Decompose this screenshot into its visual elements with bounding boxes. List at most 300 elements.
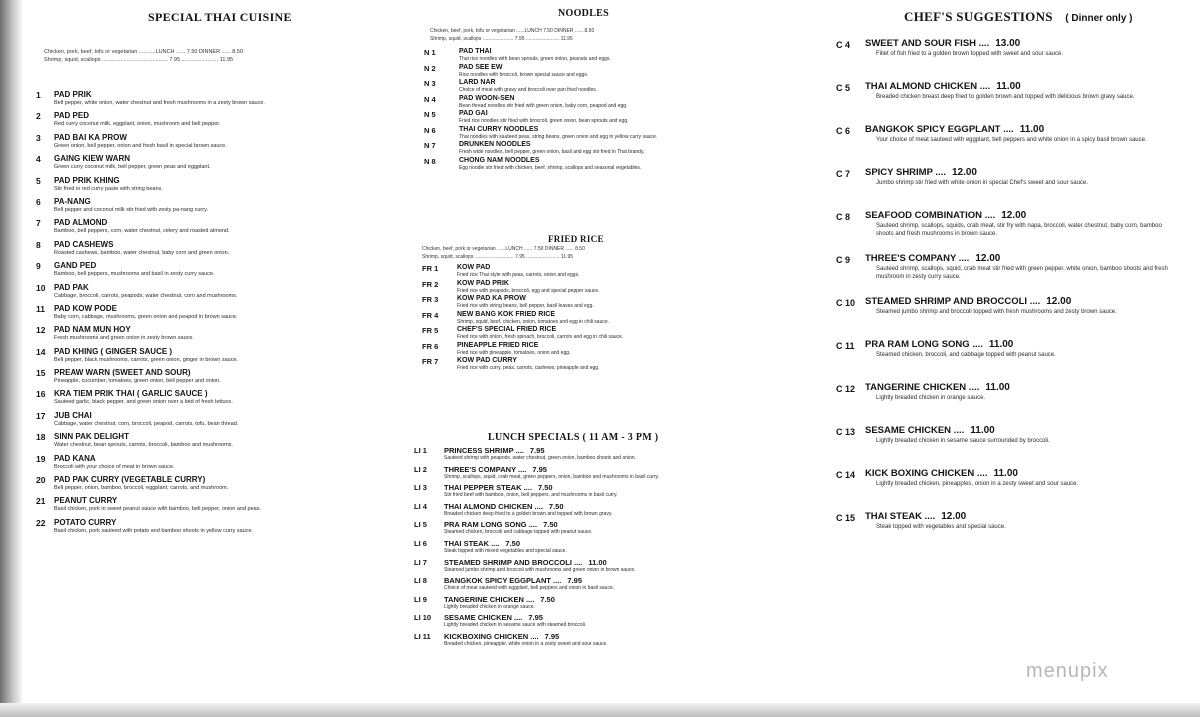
item-name-text: THAI CURRY NOODLES xyxy=(459,125,539,133)
price-line: Shrimp, squid, scallops ............................ 7.95 ........................ 11.95 xyxy=(422,254,574,260)
menu-item xyxy=(828,339,1196,382)
price-dots: .... xyxy=(966,382,980,393)
chefs-suggestions-list xyxy=(828,38,1196,554)
item-description: Sauteed shrimp with peapods, water chestnut, green onion, bamboo shoots and onion. xyxy=(444,455,637,461)
item-number: N 4 xyxy=(424,94,436,104)
item-name xyxy=(457,280,793,288)
item-description: Baby corn, cabbage, mushrooms, green onion and peapod in brown sauce. xyxy=(54,313,238,320)
item-number: C 13 xyxy=(836,427,856,437)
item-name-text: PEANUT CURRY xyxy=(54,496,118,506)
menu-item xyxy=(400,95,795,111)
item-name xyxy=(459,110,795,118)
item-name-text: KOW PAD KA PROW xyxy=(457,295,526,302)
item-description: Bamboo, bell peppers, mushrooms and basil in zesty curry sauce. xyxy=(54,271,215,278)
item-name xyxy=(459,48,795,56)
item-name-text: KOW PAD xyxy=(457,264,491,271)
menu-item xyxy=(398,311,793,327)
item-name xyxy=(457,357,793,365)
item-price: 12.00 xyxy=(1046,296,1072,307)
item-name xyxy=(865,339,1196,351)
item-name xyxy=(54,496,400,506)
item-number: N 7 xyxy=(424,141,436,150)
item-number: C 6 xyxy=(836,126,851,136)
item-price: 13.00 xyxy=(995,38,1021,49)
price-dots: .... xyxy=(523,594,535,604)
item-name-text: THREE'S COMPANY xyxy=(865,253,957,264)
item-number: C 12 xyxy=(836,384,856,394)
item-name xyxy=(54,197,400,207)
menu-item xyxy=(30,133,400,154)
item-name-text: PAD SEE EW xyxy=(459,63,503,71)
price-line: Chicken, beef, pork or vegetarian ......LUNCH ...... 7.50 DINNER ...... 8.50 xyxy=(422,246,585,252)
item-name-text: STEAMED SHRIMP AND BROCCOLI xyxy=(444,557,572,567)
menu-item xyxy=(30,475,400,496)
section-title-chefs-suggestions: CHEF'S SUGGESTIONS xyxy=(904,9,1053,24)
item-price: 11.00 xyxy=(993,468,1018,479)
item-number: 12 xyxy=(36,325,46,336)
item-description: Fried rice with onion, fresh spinach, broccoli, carrots and egg in chili sauce. xyxy=(457,334,624,340)
item-description: Lightly breaded chicken in orange sauce. xyxy=(444,603,535,610)
menu-item xyxy=(400,502,795,521)
item-name xyxy=(865,210,1196,222)
item-description: Red curry coconut milk, eggplant, onion, mushroom and bell pepper. xyxy=(54,121,221,128)
item-price: 7.95 xyxy=(528,613,543,623)
price-line: Chicken, beef, pork, tofu or vegetarian ......LUNCH 7.50 DINNER ...... 8.50 xyxy=(430,28,595,34)
price-dots: .... xyxy=(976,38,990,49)
item-name xyxy=(459,79,795,87)
price-line: Chicken, pork, beef, tofu or vegetarian ...........LUNCH ...... 7.50 DINNER ...... 8.50 xyxy=(44,49,244,55)
item-name xyxy=(54,261,400,271)
menu-item xyxy=(398,295,793,311)
item-name xyxy=(865,468,1196,480)
menu-item xyxy=(30,176,400,197)
item-name-text: PINEAPPLE FRIED RICE xyxy=(457,341,539,349)
item-description: Shrimp, squid, beef, chicken, onion, tomatoes and egg in chili sauce. xyxy=(457,318,610,325)
menu-item xyxy=(30,432,400,453)
item-number: N 3 xyxy=(424,79,436,88)
item-name xyxy=(54,111,400,121)
menu-item xyxy=(30,154,400,175)
menu-item xyxy=(400,157,795,173)
item-price: 12.00 xyxy=(951,167,977,178)
item-price: 11.00 xyxy=(988,339,1014,350)
item-name-text: THAI ALMOND CHICKEN xyxy=(865,81,978,92)
menu-item xyxy=(398,280,793,296)
item-number: 19 xyxy=(36,453,46,464)
item-name-text: TANGERINE CHICKEN xyxy=(444,594,524,604)
item-name-text: THREE'S COMPANY xyxy=(444,464,516,474)
item-name xyxy=(865,511,1196,523)
item-name xyxy=(444,632,795,641)
menu-item xyxy=(30,90,400,111)
item-name-text: POTATO CURRY xyxy=(54,517,117,527)
item-number: C 9 xyxy=(836,255,851,265)
fried-rice-list xyxy=(398,264,793,373)
item-name xyxy=(54,154,400,164)
item-number: LI 5 xyxy=(414,520,427,530)
item-name-text: KICK BOXING CHICKEN xyxy=(865,468,975,479)
item-description: Sauteed shrimp, scallops, squids, crab meat, stir fry with napa, broccoli, water chestnut, baby corn, bamboo shoots and fresh mushrooms in brown sauce. xyxy=(876,223,1162,237)
menu-item xyxy=(400,64,795,80)
item-price: 7.50 xyxy=(537,483,553,493)
item-price: 7.50 xyxy=(540,594,555,604)
item-description: Your choice of meat sauteed with eggplant, bell peppers and white onion in a spicy basil brown sauce. xyxy=(876,137,1147,143)
item-price: 11.00 xyxy=(970,425,995,436)
menu-item xyxy=(828,425,1196,468)
price-dots: .... xyxy=(532,501,543,511)
item-name xyxy=(457,311,793,319)
item-name xyxy=(54,347,400,357)
item-number: 4 xyxy=(36,154,41,165)
item-description: Bell pepper, onion, bamboo, broccoli, eggplant, carrots, and mushroom. xyxy=(54,485,229,492)
item-name xyxy=(459,126,795,134)
item-name xyxy=(54,283,400,293)
item-number: FR 1 xyxy=(422,264,439,273)
item-name xyxy=(54,368,400,378)
item-name xyxy=(54,133,400,143)
item-price: 11.00 xyxy=(1019,124,1045,135)
item-number: 21 xyxy=(36,496,46,507)
item-number: 6 xyxy=(36,196,41,207)
item-name-text: THAI PEPPER STEAK xyxy=(444,483,522,493)
item-number: C 7 xyxy=(836,169,851,179)
menu-item xyxy=(30,454,400,475)
price-dots: .... xyxy=(982,210,996,221)
item-name-text: PAD ALMOND xyxy=(54,218,108,228)
item-description: Steamed jumbo shrimp and broccoli with mushrooms and green onion in brown sauce. xyxy=(444,566,636,573)
item-number: FR 6 xyxy=(422,341,439,351)
item-description: Choice of meat sauteed with eggplant, bell peppers and onion in basil sauce. xyxy=(444,585,615,592)
item-number: 8 xyxy=(36,239,41,250)
item-number: N 2 xyxy=(424,63,436,73)
item-description: Lightly breaded chicken, pineapples, onion in a zesty sweet and sour sauce. xyxy=(876,481,1079,487)
menu-item xyxy=(400,595,795,614)
item-description: Lightly breaded chicken in sesame sauce surrounded by broccoli. xyxy=(876,438,1050,444)
item-name xyxy=(444,539,795,548)
item-description: Basil chicken, pork sauteed with potato and bamboo shoots in yellow curry sauce. xyxy=(54,527,254,534)
item-name-text: SEAFOOD COMBINATION xyxy=(865,210,982,221)
menu-item xyxy=(400,446,795,465)
item-description: Steak topped with vegetables and special sauce. xyxy=(876,524,1006,530)
item-name-text: BANGKOK SPICY EGGPLANT xyxy=(444,576,551,586)
item-description: Fresh wide noodles, bell pepper, green onion, basil and egg stir fried in Thai brandy. xyxy=(459,149,645,155)
price-dots: .... xyxy=(515,464,527,474)
item-name xyxy=(54,90,400,100)
menu-item xyxy=(400,110,795,126)
menu-item xyxy=(400,126,795,142)
item-name xyxy=(444,576,795,585)
price-dots: .... xyxy=(1027,296,1041,307)
item-name xyxy=(459,64,795,72)
price-dots: .... xyxy=(513,446,524,455)
price-dots: .... xyxy=(969,339,983,350)
menu-item xyxy=(30,389,400,410)
item-number: C 5 xyxy=(836,83,851,93)
item-name-text: PAD BAI KA PROW xyxy=(54,132,127,142)
item-name xyxy=(865,425,1196,437)
section-title-fried-rice: FRIED RICE xyxy=(548,234,604,244)
item-name xyxy=(444,465,795,474)
item-number: N 5 xyxy=(424,110,436,119)
item-name xyxy=(457,342,793,350)
item-number: 15 xyxy=(36,368,46,379)
item-name-text: SWEET AND SOUR FISH xyxy=(865,38,977,49)
item-description: Stir fried beef with bamboo, onion, bell peppers, and mushrooms in basil curry. xyxy=(444,492,618,499)
item-number: 1 xyxy=(36,90,41,100)
item-name-text: SPICY SHRIMP xyxy=(865,167,933,178)
item-name-text: THAI STEAK xyxy=(444,538,489,548)
item-description: Fried rice with peapods, broccoli, egg and special pepper sauce. xyxy=(457,287,600,294)
item-number: LI 1 xyxy=(414,446,427,455)
item-price: 7.50 xyxy=(548,501,564,511)
item-name xyxy=(444,520,795,529)
item-name-text: SESAME CHICKEN xyxy=(865,425,952,436)
item-name xyxy=(865,124,1196,136)
item-price: 7.50 xyxy=(543,520,558,530)
item-description: Shrimp, scallops, squid, crab meat, green peppers, onion, bamboo and mushrooms in basil curry. xyxy=(444,473,660,480)
item-name xyxy=(54,218,400,228)
item-description: Stir fried in red curry paste with string beans. xyxy=(54,185,163,192)
menu-item xyxy=(30,261,400,282)
item-number: FR 7 xyxy=(422,357,439,366)
item-description: Choice of meat with gravy and broccoli over pan fried noodles. xyxy=(459,87,598,93)
item-description: Pineapple, cucumber, tomatoes, green onion, bell pepper and onion. xyxy=(54,378,221,385)
item-number: 20 xyxy=(36,475,46,486)
item-number: LI 6 xyxy=(414,538,427,548)
item-description: Lightly breaded chicken in orange sauce. xyxy=(876,395,986,401)
item-number: C 11 xyxy=(836,341,855,351)
item-number: 9 xyxy=(36,261,41,272)
item-description: Lightly breaded chicken in sesame sauce with steamed broccoli. xyxy=(444,622,587,629)
item-description: Fried rice with curry, peas, carrots, cashews, pineapple and egg. xyxy=(457,365,600,371)
menu-item xyxy=(398,357,793,373)
item-number: LI 11 xyxy=(414,631,431,641)
item-description: Steamed jumbo shrimp and broccoli topped with fresh mushrooms and zesty brown sauce. xyxy=(876,309,1117,315)
noodles-list xyxy=(400,48,795,172)
item-name xyxy=(54,475,400,485)
item-number: 22 xyxy=(36,517,46,528)
section-title-special-thai: SPECIAL THAI CUISINE xyxy=(148,10,292,24)
item-price: 7.95 xyxy=(532,464,547,474)
menu-item xyxy=(398,264,793,280)
item-name xyxy=(444,483,795,492)
menu-item xyxy=(828,253,1196,296)
menu-item xyxy=(30,518,400,539)
item-name xyxy=(444,595,795,604)
item-name xyxy=(54,432,400,442)
price-dots: .... xyxy=(528,631,539,641)
price-dots: .... xyxy=(550,576,562,586)
item-description: Jumbo shrimp stir fried with white onion in special Chef's sweet and sour sauce. xyxy=(876,180,1088,186)
item-name xyxy=(54,325,400,335)
item-name-text: PAD KOW PODE xyxy=(54,303,117,313)
item-number: LI 8 xyxy=(414,576,427,586)
item-number: FR 3 xyxy=(422,295,439,304)
item-number: 7 xyxy=(36,218,41,229)
item-price: 12.00 xyxy=(941,511,967,522)
item-price: 11.00 xyxy=(588,557,607,567)
item-name-text: PRA RAM LONG SONG xyxy=(444,520,527,530)
menu-item xyxy=(400,465,795,484)
menu-item xyxy=(398,326,793,342)
item-number: C 8 xyxy=(836,212,851,222)
menu-item xyxy=(828,296,1196,339)
item-name-text: GAING KIEW WARN xyxy=(54,154,130,164)
item-description: Bamboo, bell peppers, corn, water chestnut, celery and roasted almond. xyxy=(54,228,230,235)
item-price: 7.95 xyxy=(544,631,560,641)
item-name xyxy=(459,157,795,165)
item-name-text: PAD KANA xyxy=(54,453,96,463)
item-name-text: THAI STEAK xyxy=(865,511,922,522)
item-description: Fried rice with pineapple, tomatoes, onion and egg. xyxy=(457,349,571,356)
item-name-text: PRA RAM LONG SONG xyxy=(865,339,970,350)
item-number: N 1 xyxy=(424,48,436,57)
item-number: C 14 xyxy=(836,470,856,480)
item-description: Basil chicken, pork in sweet peanut sauce with bamboo, bell pepper, onion and peas. xyxy=(54,506,261,513)
price-dots: .... xyxy=(1000,124,1014,135)
item-name xyxy=(54,411,400,421)
item-number: 2 xyxy=(36,111,41,122)
item-number: 5 xyxy=(36,175,41,186)
menu-item xyxy=(400,613,795,632)
menu-item xyxy=(828,210,1196,253)
item-description: Green onion, bell pepper, onion and fresh basil in special brown sauce. xyxy=(54,142,227,149)
item-name-text: CHEF'S SPECIAL FRIED RICE xyxy=(457,326,557,333)
item-name xyxy=(457,264,793,272)
item-name-text: PAD THAI xyxy=(459,48,492,55)
menupix-watermark: menupix xyxy=(1026,660,1109,682)
item-description: Roasted cashews, bamboo, water chestnut, baby corn and green onion. xyxy=(54,249,230,256)
menu-item xyxy=(828,468,1196,511)
menu-item xyxy=(828,382,1196,425)
price-dots: .... xyxy=(974,468,988,479)
menu-item xyxy=(400,48,795,64)
item-name-text: PAD PRIK xyxy=(54,90,92,99)
item-description: Broccoli with your choice of meat in brown sauce. xyxy=(54,463,175,470)
item-name-text: DRUNKEN NOODLES xyxy=(459,141,531,148)
item-description: Thai noodles with sauteed peas, string beans, green onion and egg in yellow curry sauce. xyxy=(459,133,658,140)
item-name-text: PA-NANG xyxy=(54,196,91,206)
item-number: 11 xyxy=(36,303,45,314)
item-description: Cabbage, broccoli, carrots, peapods, water chestnut, corn and mushrooms. xyxy=(54,292,238,299)
item-name xyxy=(54,304,400,314)
price-dots: .... xyxy=(922,511,936,522)
item-number: C 10 xyxy=(836,298,856,308)
item-number: LI 3 xyxy=(414,483,427,493)
item-name xyxy=(865,296,1196,308)
item-description: Bell pepper and coconut milk stir fried with zesty pa-nang curry. xyxy=(54,206,208,213)
price-dots: .... xyxy=(526,520,538,530)
item-number: FR 2 xyxy=(422,279,439,289)
item-number: LI 9 xyxy=(414,594,427,604)
menu-item xyxy=(30,368,400,389)
item-description: Egg noodle stir fried with chicken, beef, shrimp, scallops and seasonal vegetables. xyxy=(459,164,642,171)
item-name-text: SINN PAK DELIGHT xyxy=(54,432,129,442)
menu-item xyxy=(30,347,400,368)
price-line: Shrimp, squid, scallops ........................................... 7.95 ........................ 11.95 xyxy=(44,57,234,63)
page-shadow-bottom xyxy=(0,703,1200,717)
section-title-lunch-specials: LUNCH SPECIALS ( 11 AM - 3 PM ) xyxy=(488,432,659,443)
menu-item xyxy=(30,325,400,346)
chefs-suggestions-header xyxy=(904,8,1133,26)
item-description: Thai rice noodles with bean sprouts, green onion, peanuts and eggs. xyxy=(459,56,611,62)
menu-item xyxy=(30,197,400,218)
item-name-text: TANGERINE CHICKEN xyxy=(865,382,967,393)
item-description: Water chestnut, bean sprouts, carrots, broccoli, bamboo and mushrooms. xyxy=(54,442,233,449)
dinner-only-note: ( Dinner only ) xyxy=(1065,13,1133,24)
item-name-text: BANGKOK SPICY EGGPLANT xyxy=(865,124,1001,135)
item-description: Bell pepper, white onion, water chestnut and fresh mushrooms in a zesty brown sauce. xyxy=(54,100,265,106)
item-description: Steamed chicken, broccoli, and cabbage topped with peanut sauce. xyxy=(876,352,1056,358)
item-name xyxy=(865,38,1196,50)
item-name-text: PAD NAM MUN HOY xyxy=(54,325,131,335)
item-number: C 4 xyxy=(836,40,851,50)
item-description: Fresh mushrooms and green onion in zesty brown sauce. xyxy=(54,335,195,342)
menu-item xyxy=(400,632,795,651)
item-description: Breaded chicken, pineapple, white onion in a zesty sweet and sour sauce. xyxy=(444,640,608,647)
price-dots: .... xyxy=(521,483,532,493)
item-name-text: PREAW WARN (SWEET AND SOUR) xyxy=(54,368,191,378)
menu-item xyxy=(400,483,795,502)
menu-item xyxy=(400,141,795,157)
item-number: 17 xyxy=(36,410,46,421)
item-number: N 8 xyxy=(424,156,436,166)
item-name-text: LARD NAR xyxy=(459,79,496,86)
item-name-text: PAD CASHEWS xyxy=(54,239,114,249)
item-name xyxy=(457,326,793,334)
item-number: 16 xyxy=(36,389,46,400)
item-number: C 15 xyxy=(836,513,856,523)
price-line: Shrimp, squid, scallops ...................... 7.95 ........................ 11.95 xyxy=(430,36,573,42)
item-number: FR 5 xyxy=(422,326,439,335)
item-name-text: NEW BANG KOK FRIED RICE xyxy=(457,310,555,318)
menu-item xyxy=(400,79,795,95)
item-description: Green curry coconut milk, bell pepper, green peas and eggplant. xyxy=(54,164,211,171)
item-description: Steamed chicken, broccoli and cabbage topped with peanut sauce. xyxy=(444,529,593,536)
menu-item xyxy=(30,411,400,432)
item-name xyxy=(54,240,400,250)
item-number: LI 2 xyxy=(414,464,427,474)
price-dots: .... xyxy=(951,425,965,436)
price-dots: .... xyxy=(932,167,946,178)
section-title-noodles: NOODLES xyxy=(558,8,610,19)
item-number: LI 7 xyxy=(414,557,427,567)
item-description: Fried rice Thai style with peas, carrots, onion and eggs. xyxy=(457,272,580,278)
item-description: Breaded chicken deep fried to a golden brown and topped with brown gravy. xyxy=(444,510,613,517)
item-number: N 6 xyxy=(424,125,436,135)
item-description: Bean thread noodles stir fried with green onion, baby corn, peapod and egg. xyxy=(459,102,628,109)
item-description: Fried rice with string beans, bell pepper, basil leaves and egg. xyxy=(457,303,594,309)
item-price: 7.95 xyxy=(529,446,545,455)
item-number: 3 xyxy=(36,132,41,143)
item-number: 18 xyxy=(36,432,46,443)
item-name-text: PRINCESS SHRIMP xyxy=(444,446,514,455)
item-name-text: KICKBOXING CHICKEN xyxy=(444,631,529,641)
item-name xyxy=(54,518,400,528)
item-number: 14 xyxy=(36,346,46,357)
menu-item xyxy=(828,124,1196,167)
menu-item xyxy=(828,38,1196,81)
price-dots: .... xyxy=(571,557,583,567)
menu-item xyxy=(30,218,400,239)
item-name xyxy=(865,253,1196,265)
item-name-text: PAD KHING ( GINGER SAUCE ) xyxy=(54,346,173,356)
item-name-text: PAD PAK xyxy=(54,282,89,292)
item-name xyxy=(444,558,795,567)
item-name xyxy=(457,295,793,303)
item-description: Fried rice noodles stir fried with broccoli, green onion, bean sprouts and egg. xyxy=(459,118,629,124)
price-dots: .... xyxy=(956,253,970,264)
